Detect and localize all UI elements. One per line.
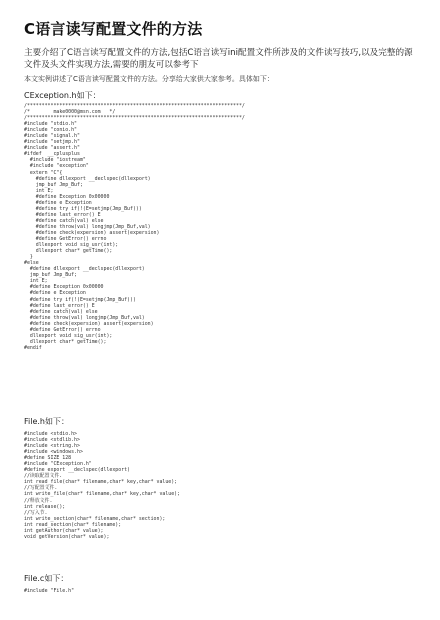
code-line: dllexport void sig_usr(int); xyxy=(24,332,113,339)
code-line: jmp_buf Jmp_Buf; xyxy=(24,272,77,279)
code-line: #include "exception" xyxy=(24,163,89,170)
code-line: jmp_buf Jmp_Buf; xyxy=(24,181,83,188)
code-line: //释放文件. xyxy=(24,497,53,504)
code-line: int getAuthor(char* value); xyxy=(24,527,104,534)
code-block-file-c xyxy=(24,588,419,594)
section-heading-cexception: CException.h如下： xyxy=(24,91,101,100)
code-line: int E; xyxy=(24,278,48,285)
code-line: #define last_error() E xyxy=(24,302,95,309)
code-line: #define catch(val) else xyxy=(24,217,104,224)
code-line: dllexport char* getTime(); xyxy=(24,338,107,345)
code-line: /*************************************************************************/ xyxy=(24,103,245,109)
code-line: #define dllexport __declspec(dllexport) xyxy=(24,266,145,273)
code-line: #include <stdio.h> xyxy=(24,431,77,437)
code-block-file-h xyxy=(24,431,419,540)
code-line: #include <windows.h> xyxy=(24,449,83,456)
code-line: void getVersion(char* value); xyxy=(24,533,110,540)
code-line: #define Exception 0x00000 xyxy=(24,193,110,200)
code-line: int write_section(char* filename,char* section); xyxy=(24,515,166,522)
code-line: #define check(expersion) assert(expersion) xyxy=(24,229,160,236)
code-line: #define try if(!(E=setjmp(Jmp_Buf))) xyxy=(24,296,136,303)
code-line: #include "stdio.h" xyxy=(24,121,77,128)
code-line: #define last_error() E xyxy=(24,211,101,218)
code-block-cexception xyxy=(24,103,419,351)
code-line: int E; xyxy=(24,187,54,194)
code-line: #define check(expersion) assert(expersion) xyxy=(24,320,154,327)
code-line: //写入节. xyxy=(24,509,48,516)
code-line: #include "CException.h" xyxy=(24,461,92,468)
code-line: #define catch(val) else xyxy=(24,308,98,315)
code-line: #define Exception 0x00000 xyxy=(24,284,104,291)
code-line: #include "File.h" xyxy=(24,588,75,594)
code-line: #include "signal.h" xyxy=(24,133,80,140)
code-line: int write_file(char* filename,char* key,char* value); xyxy=(24,491,181,498)
code-line: #define throw(val) longjmp(Jmp_Buf,val) xyxy=(24,223,151,230)
code-line: #define GetError() errno xyxy=(24,236,107,243)
code-line: //写配置文件. xyxy=(24,485,58,492)
code-line: int release(); xyxy=(24,503,66,510)
code-line: #endif xyxy=(24,344,42,351)
code-line: int read_section(char* filename); xyxy=(24,521,122,528)
code-line: #include "setjmp.h" xyxy=(24,139,80,146)
code-line: extern "C"{ xyxy=(24,169,63,176)
code-line: #define GetError() errno xyxy=(24,326,101,333)
code-line: /*************************************************************************/ xyxy=(24,115,245,122)
code-line: int read_file(char* filename,char* key,char* value); xyxy=(24,479,178,486)
code-line: dllexport void sig_usr(int); xyxy=(24,242,119,249)
code-line: //读取配置文件. xyxy=(24,473,63,480)
code-line: #define try if(!(E=setjmp(Jmp_Buf))) xyxy=(24,205,142,212)
code-line: /* make0000@msn.com */ xyxy=(24,109,116,116)
section-heading-file-c: File.c如下： xyxy=(24,574,69,583)
page-title: C语言读写配置文件的方法 xyxy=(24,20,203,38)
code-line: #include "conio.h" xyxy=(24,127,77,134)
code-line: } xyxy=(24,254,33,261)
code-line: #include <string.h> xyxy=(24,443,80,450)
code-line: #define e Exception xyxy=(24,199,92,206)
code-line: #define export __declspec(dllexport) xyxy=(24,467,130,474)
intro-paragraph: 主要介绍了C语言读写配置文件的方法,包括C语言读写ini配置文件所涉及的文件读写技巧,以及完整的源文件及头文件实现方法,需要的朋友可以参考下 xyxy=(24,48,413,70)
code-line: #define SIZE 128 xyxy=(24,455,72,462)
code-line: #else xyxy=(24,260,39,267)
section-heading-file-h: File.h如下： xyxy=(24,417,69,426)
code-line: dllexport char* getTime(); xyxy=(24,248,113,255)
code-line: #define throw(val) longjmp(Jmp_Buf,val) xyxy=(24,314,145,321)
code-line: #include <stdlib.h> xyxy=(24,437,80,444)
code-line: #define dllexport __declspec(dllexport) xyxy=(24,175,151,182)
code-line: #ifdef __cplusplus xyxy=(24,151,80,158)
lead-paragraph: 本文实例讲述了C语言读写配置文件的方法。分享给大家供大家参考。具体如下： xyxy=(24,75,274,83)
code-line: #define e Exception xyxy=(24,290,86,297)
code-line: #include "assert.h" xyxy=(24,145,80,152)
code-line: #include "iostream" xyxy=(24,157,86,164)
